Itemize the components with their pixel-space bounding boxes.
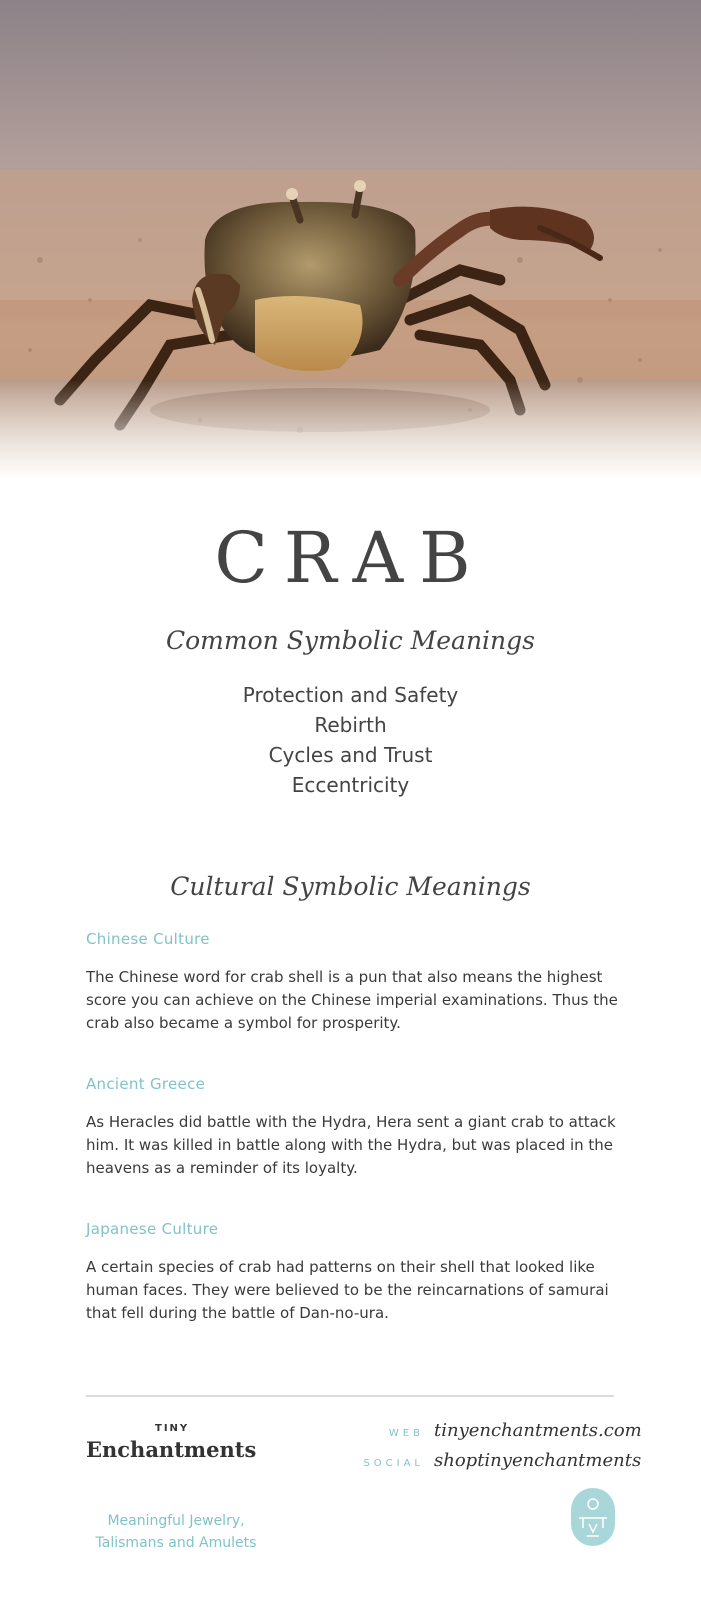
brand-logo-text: Enchantments <box>86 1437 257 1462</box>
meaning-item: Eccentricity <box>291 773 410 797</box>
page-title: CRAB <box>214 517 487 599</box>
brand-emblem-icon <box>571 1488 615 1546</box>
culture-section-greece <box>86 1075 626 1180</box>
website-link[interactable]: tinyenchantments.com <box>434 1420 642 1441</box>
cultural-meanings-heading: Cultural Symbolic Meanings <box>170 872 531 901</box>
crab-illustration <box>0 0 701 480</box>
social-label: SOCIAL <box>363 1458 424 1469</box>
common-meanings-heading: Common Symbolic Meanings <box>166 626 535 655</box>
brand-tagline: Meaningful Jewelry, Talismans and Amulets <box>95 1513 257 1551</box>
culture-section-title: Japanese Culture <box>86 1220 219 1238</box>
culture-section-chinese <box>86 930 626 1035</box>
culture-section-text: The Chinese word for crab shell is a pun that also means the highest score you can achieve on the Chinese imperial examinations. Thus the crab also became a symbol for prosperity. <box>86 968 618 1032</box>
culture-section-text: As Heracles did battle with the Hydra, Hera sent a giant crab to attack him. It was killed in battle along with the Hydra, but was placed in the heavens as a reminder of its loyalty. <box>86 1113 616 1177</box>
hero-crab-photo <box>0 0 701 480</box>
meaning-item: Cycles and Trust <box>268 743 433 767</box>
meaning-item: Protection and Safety <box>242 683 459 707</box>
culture-section-text: A certain species of crab had patterns on their shell that looked like human faces. They were believed to be the reincarnations of samurai that fell during the battle of Dan-no-ura. <box>86 1258 609 1322</box>
social-handle-link[interactable]: shoptinyenchantments <box>434 1450 642 1471</box>
culture-section-title: Chinese Culture <box>86 930 210 948</box>
meaning-item: Rebirth <box>314 713 387 737</box>
common-meanings-list <box>0 680 701 800</box>
footer-divider <box>86 1395 614 1397</box>
brand-tiny-label: TINY <box>155 1423 190 1434</box>
culture-section-title: Ancient Greece <box>86 1075 206 1093</box>
web-label: WEB <box>388 1428 424 1439</box>
culture-section-japanese <box>86 1220 626 1325</box>
